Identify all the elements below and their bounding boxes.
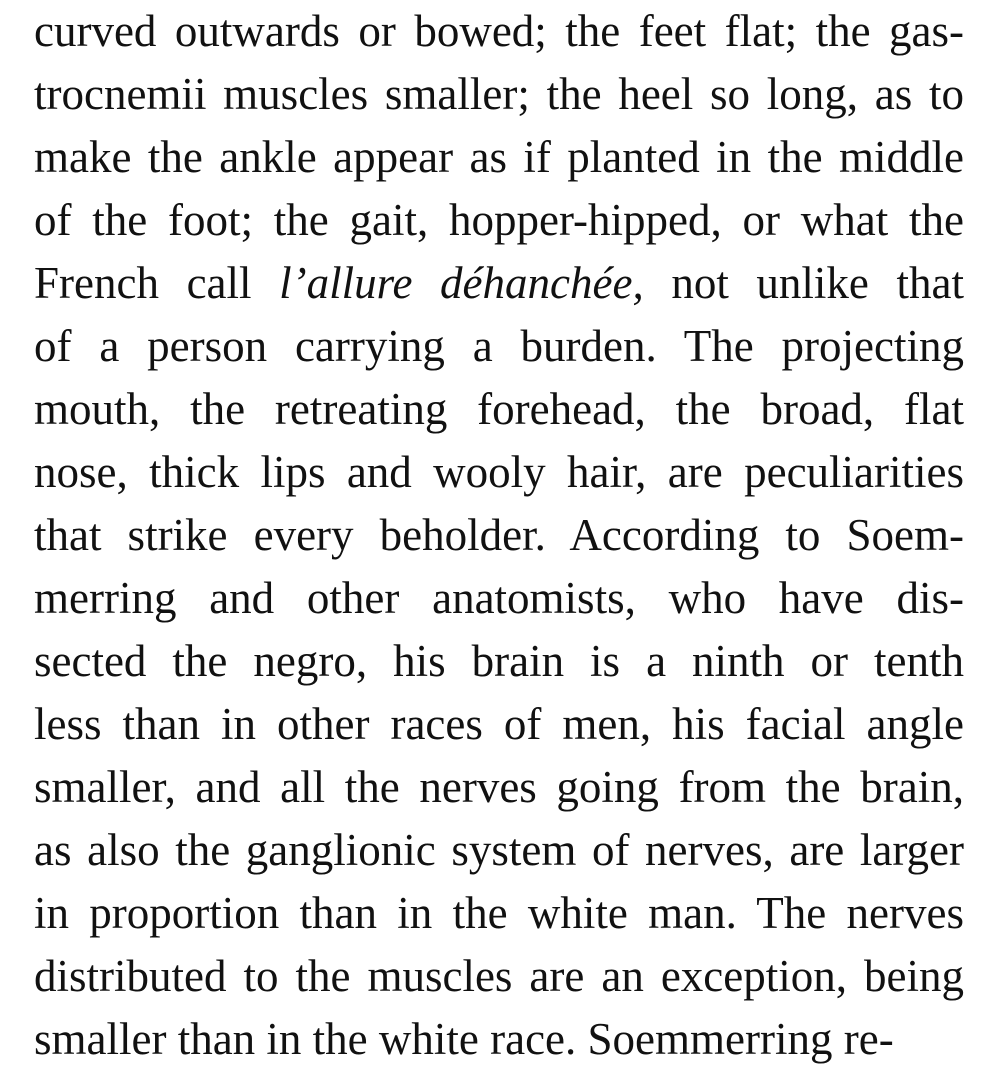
- text-line-6: of a person carrying a burden. The projecting: [34, 321, 964, 371]
- text-line-11: sected the negro, his brain is a ninth or tenth: [34, 636, 964, 686]
- text-line-5-roman-start: French call: [34, 258, 280, 308]
- text-line-9: that strike every beholder. According to Soem-: [34, 510, 964, 560]
- document-page: [34, 0, 964, 1076]
- text-line-8: nose, thick lips and wooly hair, are peculiarities: [34, 447, 964, 497]
- text-line-4: of the foot; the gait, hopper-hipped, or what the: [34, 195, 964, 245]
- text-line-13: smaller, and all the nerves going from the brain,: [34, 762, 964, 812]
- italic-french-phrase: l’allure déhanchée,: [279, 258, 644, 308]
- text-line-7: mouth, the retreating forehead, the broad, flat: [34, 384, 964, 434]
- text-line-5-roman-end: not unlike that: [643, 258, 964, 308]
- text-line-12: less than in other races of men, his facial angle: [34, 699, 964, 749]
- text-line-5: [34, 252, 964, 314]
- text-line-16: distributed to the muscles are an exception, being: [34, 951, 964, 1001]
- text-line-3: make the ankle appear as if planted in the middle: [34, 132, 964, 182]
- text-line-17: smaller than in the white race. Soemmerring re-: [34, 1014, 894, 1064]
- text-line-14: as also the ganglionic system of nerves, are larger: [34, 825, 964, 875]
- text-line-15: in proportion than in the white man. The nerves: [34, 888, 964, 938]
- text-line-2: trocnemii muscles smaller; the heel so long, as to: [34, 69, 964, 119]
- text-line-10: merring and other anatomists, who have dis-: [34, 573, 964, 623]
- text-line-1: curved outwards or bowed; the feet flat; the gas-: [34, 6, 964, 56]
